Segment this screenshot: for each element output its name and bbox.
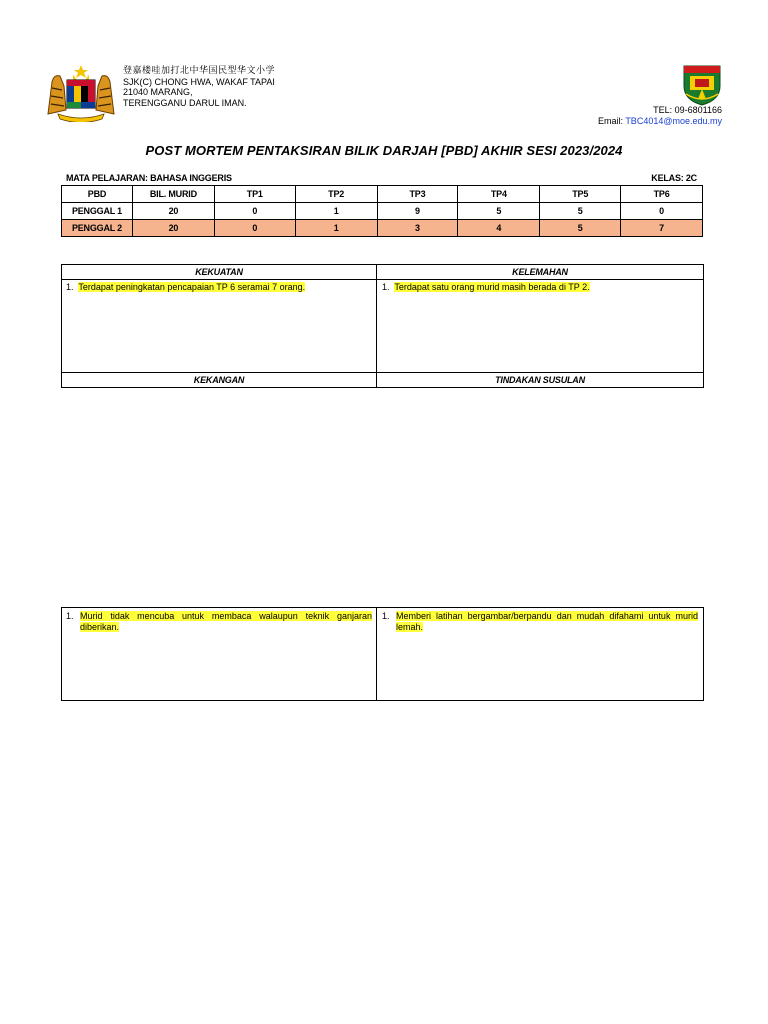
school-state: TERENGGANU DARUL IMAN. (123, 97, 247, 108)
table-cell: PENGGAL 1 (62, 203, 133, 220)
school-badge-icon (682, 64, 722, 106)
contact-block (598, 105, 722, 126)
item-number: 1. (66, 611, 74, 621)
table-header-cell: TP2 (295, 186, 377, 203)
item-text: Terdapat satu orang murid masih berada di TP 2. (394, 282, 590, 292)
analysis-box-bottom (61, 607, 704, 701)
kelemahan-heading: KELEMAHAN (512, 267, 568, 277)
score-table (61, 185, 703, 237)
table-row (62, 203, 703, 220)
table-header-cell: TP5 (540, 186, 621, 203)
table-header-cell: BIL. MURID (132, 186, 214, 203)
table-header-cell: TP4 (458, 186, 540, 203)
school-info (123, 66, 275, 108)
telephone: TEL: 09-6801166 (653, 105, 722, 115)
school-postcode-town: 21040 MARANG, (123, 87, 193, 97)
table-header-cell: TP6 (621, 186, 703, 203)
tindakan-susulan-heading: TINDAKAN SUSULAN (495, 375, 585, 385)
table-cell: 3 (377, 220, 458, 237)
column-divider (376, 265, 377, 387)
coat-of-arms-icon (44, 64, 118, 122)
kekuatan-item (66, 282, 372, 293)
table-cell: 20 (132, 203, 214, 220)
item-number: 1. (66, 282, 74, 292)
kelemahan-item (382, 282, 698, 293)
document-title: POST MORTEM PENTAKSIRAN BILIK DARJAH [PBD] AKHIR SESI 2023/2024 (145, 143, 623, 158)
item-text: Terdapat peningkatan pencapaian TP 6 seramai 7 orang. (78, 282, 306, 292)
table-cell: PENGGAL 2 (62, 220, 133, 237)
table-header-cell: TP1 (214, 186, 295, 203)
item-text-wrap (396, 611, 698, 633)
class-label: KELAS: 2C (651, 173, 697, 183)
item-number: 1. (382, 282, 390, 292)
item-text-wrap (80, 611, 372, 633)
table-row-highlighted (62, 220, 703, 237)
kekangan-heading: KEKANGAN (193, 375, 245, 385)
table-cell: 20 (132, 220, 214, 237)
subject-label: MATA PELAJARAN: BAHASA INGGERIS (66, 173, 232, 183)
school-name: SJK(C) CHONG HWA, WAKAF TAPAI (123, 76, 275, 87)
table-cell: 7 (621, 220, 703, 237)
table-cell: 1 (295, 203, 377, 220)
kekangan-item (66, 611, 372, 633)
table-header-cell: PBD (62, 186, 133, 203)
table-cell: 0 (621, 203, 703, 220)
table-cell: 0 (214, 220, 295, 237)
email-line (598, 116, 722, 127)
column-divider (376, 608, 377, 700)
table-cell: 5 (458, 203, 540, 220)
item-text: Memberi latihan bergambar/berpandu dan mudah difahami untuk murid lemah. (396, 611, 698, 632)
table-cell: 0 (214, 203, 295, 220)
tindakan-item (382, 611, 698, 633)
table-cell: 9 (377, 203, 458, 220)
analysis-box-top (61, 264, 704, 388)
item-number: 1. (382, 611, 390, 621)
email-link[interactable]: TBC4014@moe.edu.my (625, 115, 722, 126)
table-cell: 5 (540, 203, 621, 220)
email-label: Email: (597, 115, 626, 126)
table-cell: 4 (458, 220, 540, 237)
item-text: Murid tidak mencuba untuk membaca walaupun teknik ganjaran diberikan. (80, 611, 372, 632)
table-header-row (62, 186, 703, 203)
table-header-cell: TP3 (377, 186, 458, 203)
table-cell: 5 (540, 220, 621, 237)
table-cell: 1 (295, 220, 377, 237)
kekuatan-heading: KEKUATAN (195, 267, 243, 277)
header-rule (62, 279, 703, 280)
section-rule (62, 372, 703, 373)
school-name-chinese: 登嘉楼哇加打北中华国民型华文小学 (123, 66, 276, 76)
